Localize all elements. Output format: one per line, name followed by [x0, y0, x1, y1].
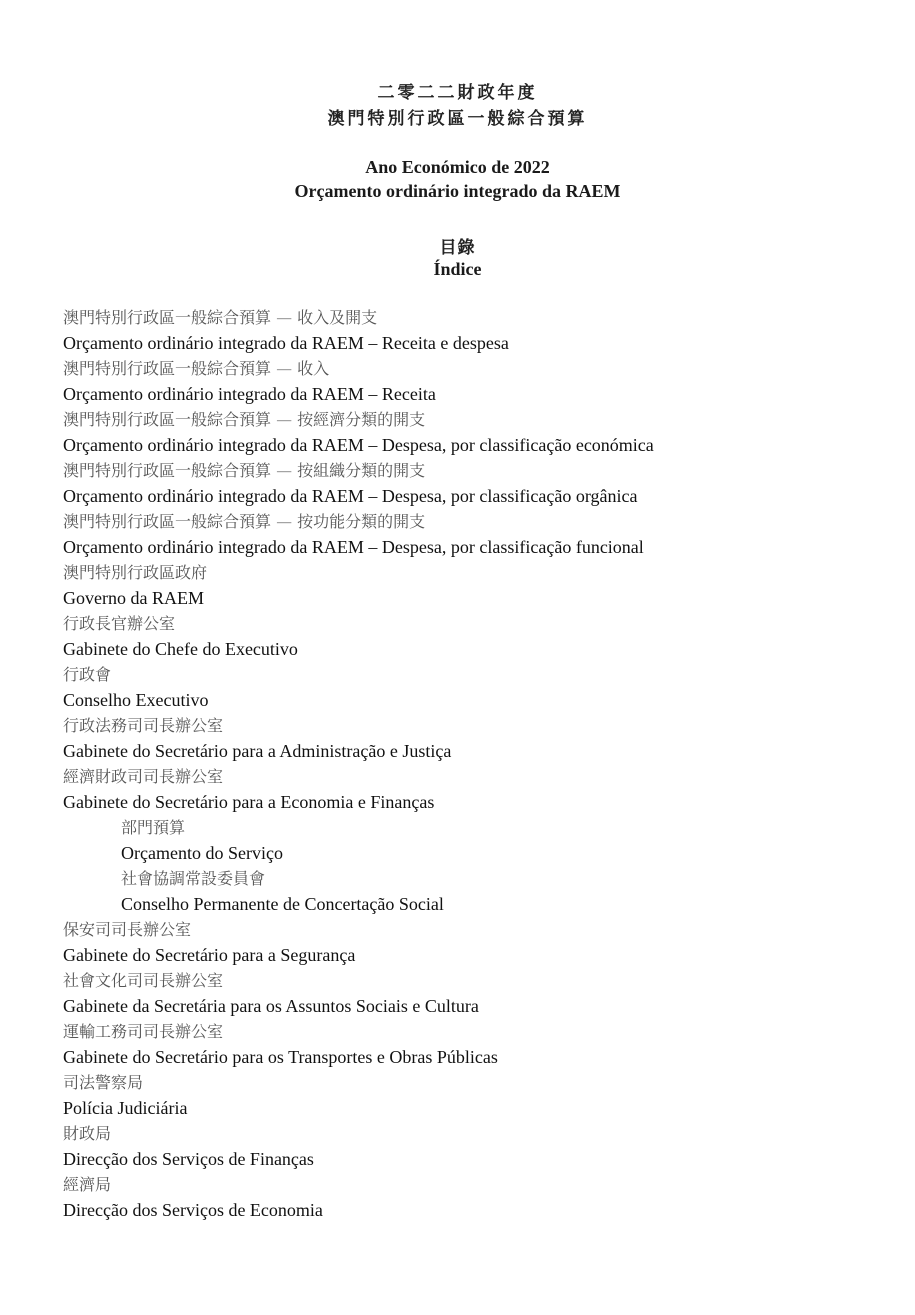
- toc-entry-zh[interactable]: 運輸工務司司長辦公室: [63, 1022, 224, 1041]
- toc-entry-pt[interactable]: Gabinete do Secretário para a Segurança: [63, 944, 356, 965]
- toc-entry-zh[interactable]: 司法警察局: [63, 1073, 144, 1092]
- toc-entry-zh[interactable]: 澳門特別行政區政府: [63, 563, 208, 582]
- toc-entry-zh[interactable]: 澳門特別行政區一般綜合預算 — 按經濟分類的開支: [63, 410, 426, 429]
- toc-entry-pt[interactable]: Orçamento ordinário integrado da RAEM – Despesa, por classificação funcional: [63, 536, 644, 557]
- toc-entry-zh[interactable]: 社會文化司司長辦公室: [63, 971, 224, 990]
- toc-entry-pt[interactable]: Governo da RAEM: [63, 587, 204, 608]
- toc-entry-zh[interactable]: 經濟局: [63, 1175, 112, 1194]
- table-of-contents: [63, 305, 883, 1223]
- index-heading-pt: Índice: [433, 259, 482, 279]
- toc-entry-zh[interactable]: 澳門特別行政區一般綜合預算 — 按功能分類的開支: [63, 512, 426, 531]
- title-pt-budget: Orçamento ordinário integrado da RAEM: [294, 181, 621, 201]
- toc-subentry-pt[interactable]: Orçamento do Serviço: [121, 842, 283, 863]
- toc-entry-pt[interactable]: Polícia Judiciária: [63, 1097, 188, 1118]
- toc-entry-zh[interactable]: 行政長官辦公室: [63, 614, 176, 633]
- toc-entry-zh[interactable]: 澳門特別行政區一般綜合預算 — 收入: [63, 359, 330, 378]
- toc-entry-pt[interactable]: Orçamento ordinário integrado da RAEM – Receita e despesa: [63, 332, 509, 353]
- toc-entry-pt[interactable]: Orçamento ordinário integrado da RAEM – Despesa, por classificação orgânica: [63, 485, 638, 506]
- toc-entry-pt[interactable]: Orçamento ordinário integrado da RAEM – Receita: [63, 383, 436, 404]
- toc-entry-pt[interactable]: Gabinete da Secretária para os Assuntos Sociais e Cultura: [63, 995, 479, 1016]
- toc-entry-zh[interactable]: 澳門特別行政區一般綜合預算 — 收入及開支: [63, 308, 378, 327]
- toc-entry-pt[interactable]: Direcção dos Serviços de Economia: [63, 1199, 323, 1220]
- toc-entry-zh[interactable]: 經濟財政司司長辦公室: [63, 767, 224, 786]
- toc-subentry-zh[interactable]: 社會協調常設委員會: [121, 869, 266, 888]
- toc-entry-zh[interactable]: 澳門特別行政區一般綜合預算 — 按組織分類的開支: [63, 461, 426, 480]
- toc-entry-pt[interactable]: Conselho Executivo: [63, 689, 209, 710]
- toc-entry-zh[interactable]: 保安司司長辦公室: [63, 920, 192, 939]
- toc-entry-pt[interactable]: Orçamento ordinário integrado da RAEM – Despesa, por classificação económica: [63, 434, 654, 455]
- toc-entry-pt[interactable]: Gabinete do Chefe do Executivo: [63, 638, 298, 659]
- title-zh-year: 二零二二財政年度: [377, 83, 538, 103]
- toc-entry-zh[interactable]: 財政局: [63, 1124, 112, 1143]
- toc-subentry-pt[interactable]: Conselho Permanente de Concertação Social: [121, 893, 444, 914]
- toc-entry-pt[interactable]: Direcção dos Serviços de Finanças: [63, 1148, 314, 1169]
- toc-entry-pt[interactable]: Gabinete do Secretário para a Administração e Justiça: [63, 740, 452, 761]
- toc-entry-zh[interactable]: 行政法務司司長辦公室: [63, 716, 224, 735]
- title-pt-year: Ano Económico de 2022: [365, 157, 550, 177]
- toc-entry-pt[interactable]: Gabinete do Secretário para a Economia e Finanças: [63, 791, 435, 812]
- title-zh-budget: 澳門特別行政區一般綜合預算: [327, 109, 588, 129]
- index-heading-zh: 目錄: [439, 238, 476, 258]
- toc-entry-zh[interactable]: 行政會: [63, 665, 112, 684]
- toc-entry-pt[interactable]: Gabinete do Secretário para os Transportes e Obras Públicas: [63, 1046, 498, 1067]
- toc-subentry-zh[interactable]: 部門預算: [121, 818, 186, 837]
